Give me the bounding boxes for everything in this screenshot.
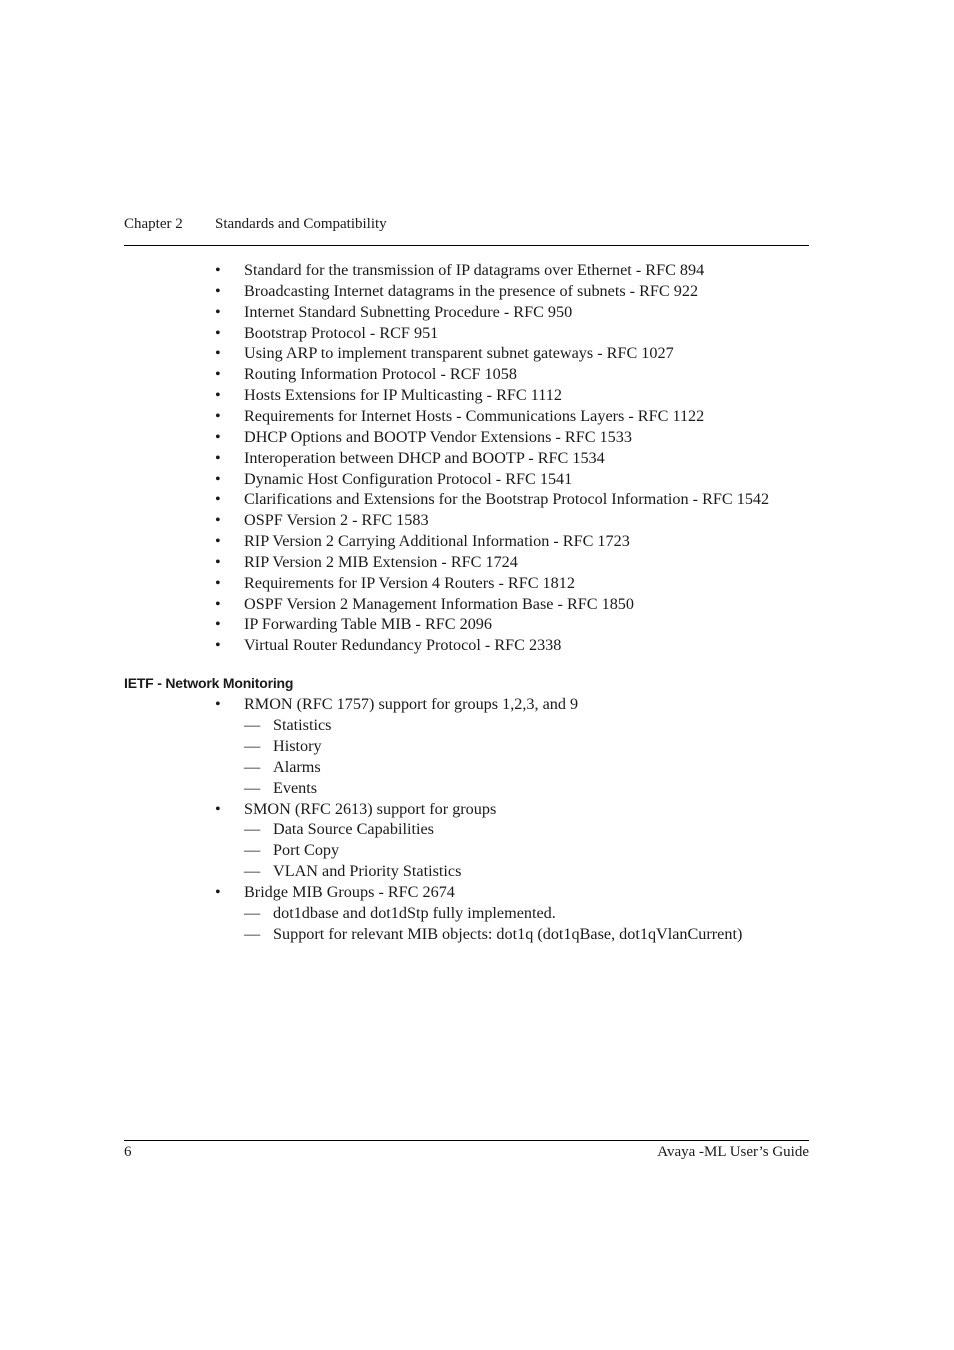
bullet-icon: • xyxy=(215,365,221,384)
list-item-text: Bootstrap Protocol - RCF 951 xyxy=(244,323,439,342)
bullet-icon: • xyxy=(215,552,221,571)
dash-icon: — xyxy=(244,715,261,734)
bullet-icon: • xyxy=(215,511,221,530)
sub-list-item-text: History xyxy=(273,736,322,755)
bullet-icon: • xyxy=(215,427,221,446)
sub-list-item-text: Alarms xyxy=(273,757,321,776)
footer-rule xyxy=(124,1140,809,1141)
sub-list-item-text: dot1dbase and dot1dStp fully implemented. xyxy=(273,904,556,922)
list-item-text: OSPF Version 2 Management Information Base - RFC 1850 xyxy=(244,594,634,613)
sub-list-item-text: Port Copy xyxy=(273,841,340,860)
page-number: 6 xyxy=(124,1144,132,1160)
bullet-icon: • xyxy=(215,799,221,818)
dash-icon: — xyxy=(244,757,261,776)
list-item-text: Dynamic Host Configuration Protocol - RFC 1541 xyxy=(244,469,573,488)
bullet-icon: • xyxy=(215,532,221,551)
list-item-text: Hosts Extensions for IP Multicasting - RFC 1112 xyxy=(244,386,562,405)
chapter-label: Chapter 2 xyxy=(124,216,183,232)
list-item-text: Using ARP to implement transparent subnet gateways - RFC 1027 xyxy=(244,344,674,363)
dash-icon: — xyxy=(244,841,261,860)
sub-list-item-text: Events xyxy=(273,778,318,797)
header-rule xyxy=(124,245,809,246)
list-item-text: Clarifications and Extensions for the Bootstrap Protocol Information - RFC 1542 xyxy=(244,490,770,509)
list-item-text: RIP Version 2 MIB Extension - RFC 1724 xyxy=(244,552,518,571)
sub-list-item-text: Statistics xyxy=(273,715,332,734)
bullet-icon: • xyxy=(215,636,221,655)
list-item-text: Interoperation between DHCP and BOOTP - RFC 1534 xyxy=(244,448,605,467)
section-label: Standards and Compatibility xyxy=(215,216,387,232)
bullet-icon: • xyxy=(215,615,221,634)
list-item-text: RIP Version 2 Carrying Additional Information - RFC 1723 xyxy=(244,532,630,551)
list-item-text: Standard for the transmission of IP datagrams over Ethernet - RFC 894 xyxy=(244,261,705,279)
bullet-icon: • xyxy=(215,323,221,342)
bullet-icon: • xyxy=(215,281,221,300)
section-heading: IETF - Network Monitoring xyxy=(124,675,294,691)
sub-list-item-text: Data Source Capabilities xyxy=(273,820,434,839)
list-item-text: Internet Standard Subnetting Procedure - RFC 950 xyxy=(244,302,573,321)
dash-icon: — xyxy=(244,778,261,797)
dash-icon: — xyxy=(244,904,261,922)
list-item-text: Requirements for IP Version 4 Routers - RFC 1812 xyxy=(244,573,575,592)
sub-list-item-text: VLAN and Priority Statistics xyxy=(273,862,462,881)
list-item-text: OSPF Version 2 - RFC 1583 xyxy=(244,511,429,530)
list-item-text: Broadcasting Internet datagrams in the presence of subnets - RFC 922 xyxy=(244,281,699,300)
list-item-text: DHCP Options and BOOTP Vendor Extensions - RFC 1533 xyxy=(244,427,632,446)
bullet-icon: • xyxy=(215,883,221,902)
bullet-icon: • xyxy=(215,406,221,425)
bullet-icon: • xyxy=(215,448,221,467)
dash-icon: — xyxy=(244,862,261,881)
bullet-icon: • xyxy=(215,573,221,592)
list-item-text: IP Forwarding Table MIB - RFC 2096 xyxy=(244,615,492,634)
bullet-icon: • xyxy=(215,261,221,279)
list-item-text: Routing Information Protocol - RCF 1058 xyxy=(244,365,517,384)
list-item-text: RMON (RFC 1757) support for groups 1,2,3, and 9 xyxy=(244,695,579,713)
list-item-text: SMON (RFC 2613) support for groups xyxy=(244,799,497,818)
sub-list-item-text: Support for relevant MIB objects: dot1q (dot1qBase, dot1qVlanCurrent) xyxy=(273,924,743,943)
list-item-text: Requirements for Internet Hosts - Communications Layers - RFC 1122 xyxy=(244,406,705,425)
bullet-icon: • xyxy=(215,302,221,321)
dash-icon: — xyxy=(244,736,261,755)
bullet-icon: • xyxy=(215,469,221,488)
bullet-icon: • xyxy=(215,695,221,713)
bullet-icon: • xyxy=(215,344,221,363)
list-item-text: Virtual Router Redundancy Protocol - RFC 2338 xyxy=(244,636,562,655)
dash-icon: — xyxy=(244,924,261,943)
dash-icon: — xyxy=(244,820,261,839)
guide-title: Avaya -ML User’s Guide xyxy=(657,1144,809,1160)
bullet-icon: • xyxy=(215,386,221,405)
bullet-icon: • xyxy=(215,490,221,509)
list-item-text: Bridge MIB Groups - RFC 2674 xyxy=(244,883,455,902)
bullet-icon: • xyxy=(215,594,221,613)
